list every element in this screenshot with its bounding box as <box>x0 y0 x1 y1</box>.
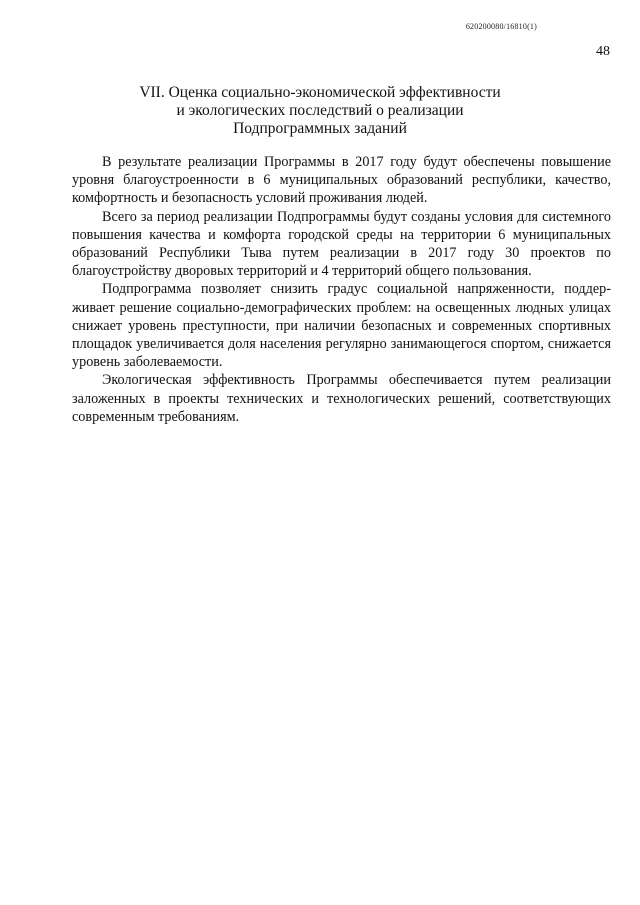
paragraph: В результате реализации Программы в 2017 году будут обеспечены повышение уровня благоустроенности в 6 муниципальных образований республики, качество, комфортность и безопасность условий проживания людей. <box>72 154 611 207</box>
paragraph: Подпрограмма позволяет снизить градус социальной напряженности, поддерживает решение социально-демографических проблем: на освещенных людных улицах снижает уровень преступности, при наличии безопасных и современных спортивных площадок увеличивается доля населения регулярно занимающегося спортом, снижается уровень заболеваемости. <box>72 281 611 371</box>
paragraph: Всего за период реализации Подпрограммы будут созданы условия для системного повышения качества и комфорта городской среды на территории 6 муниципальных образований Республики Тыва путем реализации в 2017 году 30 проектов по благоустройству дворовых территорий и 4 территорий общего пользования. <box>72 208 611 280</box>
section-heading <box>0 84 640 138</box>
section-heading-line: и экологических последствий о реализации <box>176 102 464 119</box>
document-code: 620200080/16810(1) <box>465 22 537 31</box>
page-number: 48 <box>596 44 610 59</box>
section-body <box>72 153 611 426</box>
paragraph: Экологическая эффективность Программы обеспечивается путем реализации заложенных в проекты технических и технологических решений, соответствующих современным требованиям. <box>72 372 611 425</box>
section-heading-line: VII. Оценка социально-экономической эффективности <box>139 84 501 101</box>
section-heading-line: Подпрограммных заданий <box>233 120 407 137</box>
